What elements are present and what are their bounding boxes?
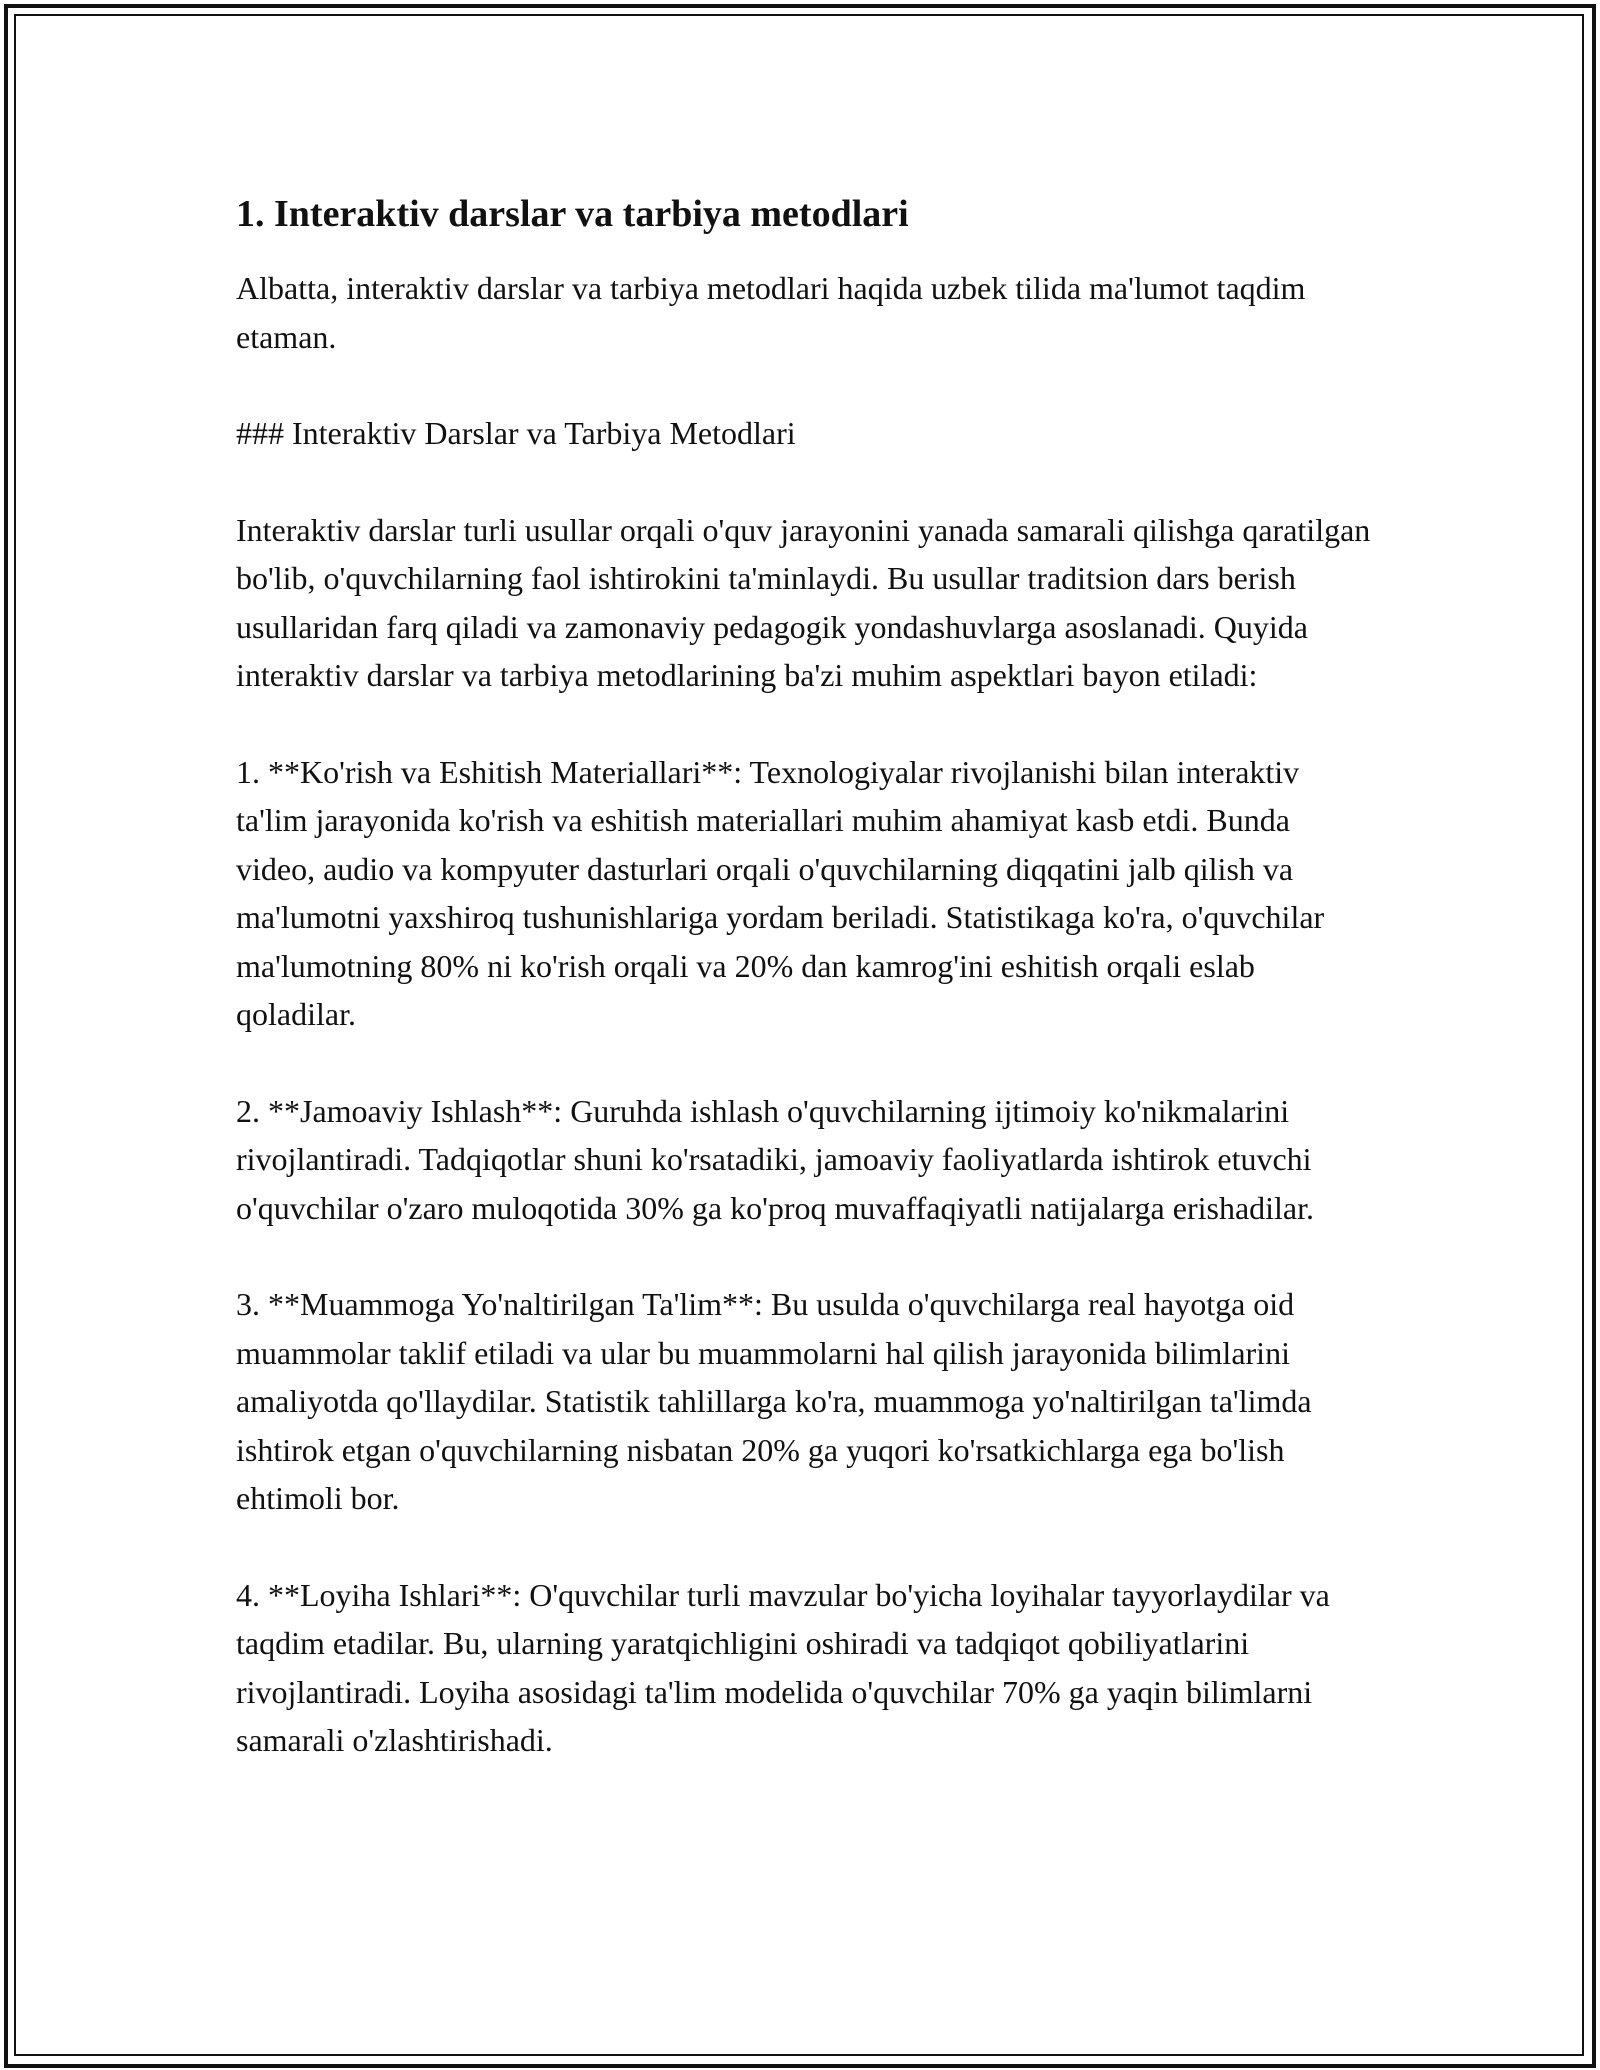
paragraph-item-3: 3. **Muammoga Yo'naltirilgan Ta'lim**: Bu usulda o'quvchilarga real hayotga oid muammolar taklif etiladi va ular bu muammolarni hal qilish jarayonida bilimlarini amaliyotda qo'llaydilar. Statistik tahlillarga ko'ra, muammoga yo'naltirilgan ta'limda ishtirok etgan o'quvchilarning nisbatan 20% ga yuqori ko'rsatkichlarga ega bo'lish ehtimoli bor. (236, 1286, 1312, 1516)
paragraph-item-1: 1. **Ko'rish va Eshitish Materiallari**: Texnologiyalar rivojlanishi bilan interaktiv ta'lim jarayonida ko'rish va eshitish materiallari muhim ahamiyat kasb etdi. Bunda video, audio va kompyuter dasturlari orqali o'quvchilarning diqqatini jalb qilish va ma'lumotni yaxshiroq tushunishlariga yordam beriladi. Statistikaga ko'ra, o'quvchilar ma'lumotning 80% ni ko'rish orqali va 20% dan kamrog'ini eshitish orqali eslab qoladilar. (236, 753, 1325, 1032)
paragraph-overview: Interaktiv darslar turli usullar orqali o'quv jarayonini yanada samarali qilishga qaratilgan bo'lib, o'quvchilarning faol ishtirokini ta'minlaydi. Bu usullar traditsion dars berish usullaridan farq qiladi va zamonaviy pedagogik yondashuvlarga asoslanadi. Quyida interaktiv darslar va tarbiya metodlarining ba'zi muhim aspektlari bayon etiladi: (236, 511, 1371, 693)
paragraph-intro: Albatta, interaktiv darslar va tarbiya metodlari haqida uzbek tilida ma'lumot taqdim etaman. (236, 270, 1306, 355)
document-body (236, 186, 1376, 1813)
paragraph-item-2: 2. **Jamoaviy Ishlash**: Guruhda ishlash o'quvchilarning ijtimoiy ko'nikmalarini rivojlantiradi. Tadqiqotlar shuni ko'rsatadiki, jamoaviy faoliyatlarda ishtirok etuvchi o'quvchilar o'zaro muloqotida 30% ga ko'proq muvaffaqiyatli natijalarga erishadilar. (236, 1092, 1315, 1226)
paragraph-subheading: ### Interaktiv Darslar va Tarbiya Metodlari (236, 415, 796, 451)
document-title: 1. Interaktiv darslar va tarbiya metodlari (236, 193, 909, 235)
paragraph-item-4: 4. **Loyiha Ishlari**: O'quvchilar turli mavzular bo'yicha loyihalar tayyorlaydilar va taqdim etadilar. Bu, ularning yaratqichligini oshiradi va tadqiqot qobiliyatlarini rivojlantiradi. Loyiha asosidagi ta'lim modelida o'quvchilar 70% ga yaqin bilimlarni samarali o'zlashtirishadi. (236, 1576, 1330, 1758)
